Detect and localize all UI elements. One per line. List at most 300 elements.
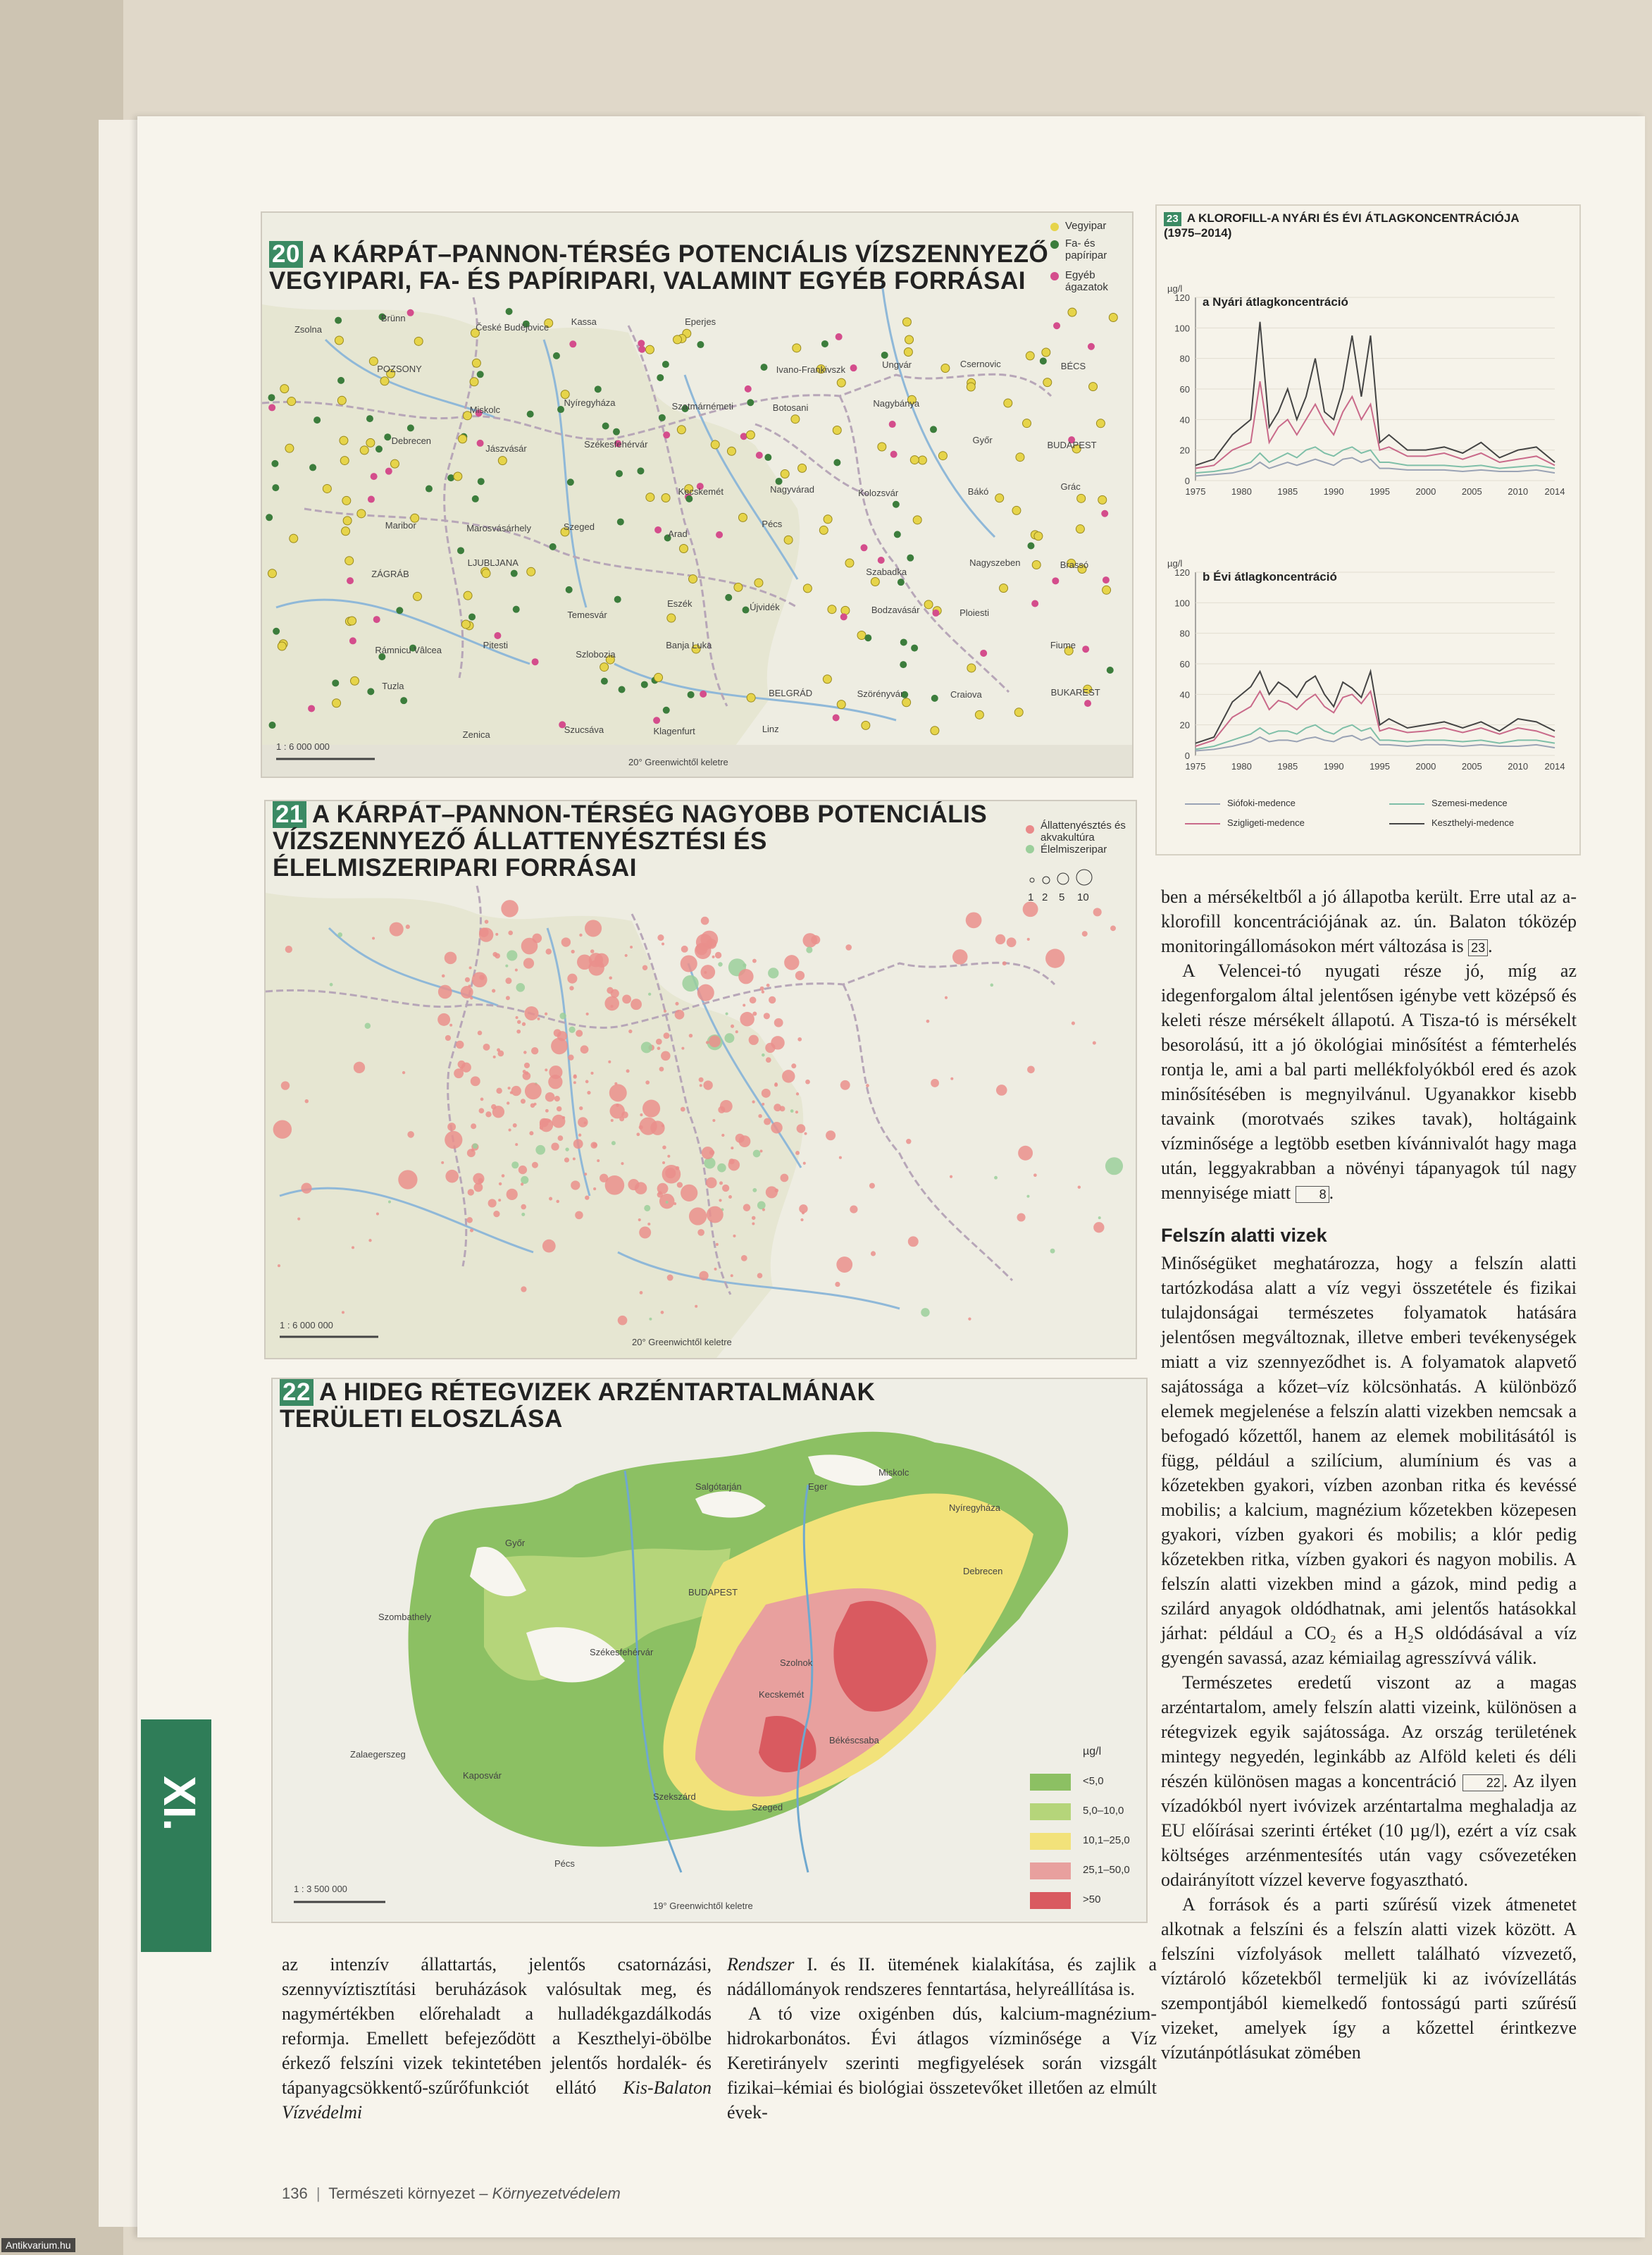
fig23-ytick: 120 [1174,292,1190,303]
fig21-source-marker [438,985,452,999]
fig21-source-marker [640,1291,643,1295]
fig21-source-marker [636,1132,640,1136]
fig21-source-marker [625,954,628,957]
fig21-source-marker [722,1185,729,1192]
fig21-source-marker [372,937,375,939]
fig20-source-marker [472,495,479,502]
fig20-source-marker [498,457,507,465]
fig21-source-marker [568,1055,573,1061]
fig20-source-marker [860,544,867,551]
fig20-source-marker [343,517,352,525]
fig20-title-line1: A KÁRPÁT–PANNON-TÉRSÉG POTENCIÁLIS VÍZSZENNYEZŐ [308,240,1049,268]
fig20-source-marker [1068,308,1076,316]
right-p2-text: A Velencei-tó nyugati része jó, míg az idegenforgalom által jelentősen igénybe vett középső és keleti része mérsékelt állapotú. A Tisza-tó is mérsékelt besorolású, itt a jó ökológiai minősítést a fémterhelés rontja le, ami a bal parti mellékfolyókból ered és azok minősítésében is megnyilvánul. Ugyanakkor kisebb tavaink (morotvaés szikes tavak), holtágaink vízminősége a legtöbb esetben kívánnivalót hagy maga után, leggyakrabban a növényi tápanyagok túl nagy mennyisége miatt [1161,960,1577,1203]
fig21-source-marker [545,1013,547,1015]
fig20-source-marker [482,569,490,578]
fig20-source-marker [342,496,351,505]
fig21-source-marker [743,1204,751,1211]
fig21-source-marker [638,1218,641,1221]
fig22-legend-swatch [1030,1774,1071,1791]
fig20-place-label: BÉCS [1060,360,1086,371]
fig23-ytick: 60 [1179,384,1190,395]
fig20-source-marker [673,335,682,344]
fig21-source-marker [662,942,664,945]
fig20-place-label: Pitesti [483,639,509,650]
fig22-legend-swatch [1030,1892,1071,1909]
fig21-source-marker [610,1005,613,1008]
fig22-title [280,1379,875,1433]
fig20-source-marker [1026,352,1034,360]
fig21-source-marker [950,1175,952,1178]
fig20-source-marker [738,513,747,521]
fig23-legend-line [1389,803,1424,805]
fig21-title-line1: A KÁRPÁT–PANNON-TÉRSÉG NAGYOBB POTENCIÁLIS [311,801,988,828]
fig20-source-marker [747,693,755,702]
fig21-source-marker [445,1035,451,1041]
fig20-source-marker [1027,543,1034,550]
fig21-source-marker [762,1054,765,1057]
fig23-panel-title: a Nyári átlagkoncentráció [1203,295,1348,309]
fig21-source-marker [573,1157,576,1160]
fig22-place-label: Kecskemét [759,1689,805,1700]
fig21-source-marker [665,1168,676,1178]
fig21-size-5: 5 [1059,891,1065,903]
fig23-xtick: 2010 [1508,486,1529,497]
fig21-source-marker [760,987,764,991]
fig21-source-marker [752,959,757,963]
fig20-place-label: Brünn [380,313,406,324]
fig21-source-marker [835,1282,840,1287]
fig21-source-marker [545,1092,555,1102]
map-fig21 [264,800,1137,1359]
fig21-source-marker [769,996,776,1003]
fig23-xtick: 1975 [1185,486,1206,497]
fig20-place-label: Nagybánya [873,398,920,409]
fig20-source-marker [637,467,644,474]
fig22-legend-swatch [1030,1833,1071,1850]
fig20-source-marker [833,459,840,466]
fig21-source-marker [1045,949,1064,968]
fig20-source-marker [654,673,663,681]
fig20-source-marker [400,697,407,704]
fig21-source-marker [509,1129,511,1132]
fig21-source-marker [675,1010,685,1020]
fig22-place-label: Győr [505,1538,526,1548]
fig21-source-marker [479,927,489,937]
fig23-xtick: 1995 [1370,486,1390,497]
fig21-source-marker [493,1056,496,1058]
fig21-title-line3: ÉLELMISZERIPARI FORRÁSAI [273,854,637,882]
fig21-source-marker [465,977,470,982]
fig23-panel [1155,204,1581,855]
fig23-series-line [1195,458,1555,476]
fig21-source-marker [681,1047,684,1050]
fig21-source-marker [764,1013,770,1019]
fig20-source-marker [335,317,342,324]
fig20-source-marker [309,464,316,471]
fig21-source-marker [641,1042,652,1053]
fig21-source-marker [523,1072,531,1080]
fig20-source-marker [667,614,676,622]
fig20-legend-marker [1050,272,1059,280]
fig21-source-marker [499,1182,502,1185]
fig20-place-label: BELGRÁD [769,688,813,699]
fig20-source-marker [975,710,983,719]
fig21-source-marker [529,1131,533,1135]
fig20-source-marker [662,361,669,368]
fig20-source-marker [375,445,383,452]
fig22-place-label: Szeged [752,1802,783,1812]
fig20-source-marker [478,478,485,485]
fig21-source-marker [664,1032,670,1039]
fig21-source-marker [551,1038,568,1055]
fig21-source-marker [1078,1186,1081,1189]
fig21-source-marker [365,1023,371,1030]
fig21-source-marker [707,1206,723,1223]
fig21-source-marker [621,1162,623,1165]
fig21-source-marker [388,1200,391,1203]
right-paragraph-3: Minőségüket meghatározza, hogy a felszín alatti tartózkodása alatt a víz vegyi összetétele és fizikai tulajdonságai természetes folyamatok hatására jelentősen megváltoznak, illetve emberi tevékenységek miatt a viz szennyeződhet is. A folyamatok alapvető sajátossága a kőzet–víz kölcsönhatás. A különböző elemek megjelenése a felszín alatti vizekben nemcsak a befogadó kőzettől, hanem az elemek mobilitásától is függ, például a szilícium, alumínium és vas a kőzetekben gyakori, vízben azonban ritka és kevéssé mobilis; a kalcium, magnézium kőzetekben közepesen gyakori, vízben gyakori és mobilis; a klór pedig kőzetekben ritka, vízben gyakori és nagyon mobilis. A felszín alatti vizekben mind a gázok, mind pedig a szilárd anyagok oldódhatnak, ami jelentős hatásokkal járhat: például a CO₂ és a H₂S oldódásával a víz gyengén savassá, azaz kémiailag agresszívvá válik. [1161,1253,1577,1668]
fig21-source-marker [774,1018,783,1027]
fig21-source-marker [762,1089,771,1098]
fig20-source-marker [266,514,273,521]
fig21-source-marker [759,1149,762,1152]
fig21-source-marker [605,1175,625,1195]
fig22-place-label: Miskolc [878,1467,909,1478]
fig20-source-marker [1040,357,1047,364]
fig21-source-marker [521,1182,523,1185]
fig21-source-marker [492,989,495,992]
fig21-source-marker [712,1119,715,1122]
fig22-place-label: Nyíregyháza [949,1502,1000,1513]
fig20-source-marker [1103,576,1110,583]
fig23-xtick: 1980 [1231,486,1252,497]
fig20-source-marker [273,628,280,635]
fig20-source-marker [653,717,660,724]
fig20-place-label: Ungvár [882,359,912,371]
fig21-source-marker [524,1063,530,1068]
fig20-source-marker [700,691,707,698]
fig20-source-marker [459,435,467,443]
fig20-source-marker [1076,525,1084,533]
fig20-source-marker [335,336,343,345]
fig20-source-marker [278,642,286,650]
fig20-source-marker [663,707,670,714]
fig20-source-marker [791,415,800,424]
fig20-source-marker [413,592,421,600]
fig21-source-marker [945,996,948,999]
fig20-source-marker [532,658,539,665]
middle-paragraph-1 [727,1952,1157,2001]
fig20-source-marker [345,557,354,565]
fig20-source-marker [1098,495,1107,504]
fig20-place-label: Szabadka [866,567,907,578]
fig20-source-marker [342,527,350,536]
fig20-source-marker [697,341,704,348]
fig21-source-marker [782,1070,795,1082]
fig21-source-marker [836,1256,852,1273]
fig21-source-marker [749,1035,759,1045]
fig21-source-marker [577,954,592,970]
fig21-source-marker [640,1113,642,1116]
fig21-source-marker [554,1029,561,1037]
fig20-source-marker [367,688,374,695]
fig21-source-marker [575,1211,583,1220]
fig21-source-marker [406,925,410,929]
fig21-source-marker [704,1157,715,1168]
fig21-source-marker [802,933,817,948]
fig21-source-marker [473,1173,484,1185]
fig23-ytick: 80 [1179,353,1190,364]
fig20-source-marker [1096,419,1105,428]
fig20-source-marker [659,414,666,421]
fig20-legend-chem: Vegyipar [1065,220,1107,232]
fig21-source-marker [784,955,799,970]
fig20-source-marker [1089,383,1098,391]
fig20-source-marker [426,486,433,493]
fig21-source-marker [525,1082,542,1099]
fig20-source-marker [1107,667,1114,674]
fig20-place-label: Ploiesti [959,607,990,618]
fig21-source-marker [278,1264,280,1267]
fig21-source-marker [762,990,764,993]
fig20-source-marker [878,557,885,564]
fig20-source-marker [347,577,354,584]
left-column-text: az intenzív állattartás, jelentős csatornázási, szennyvíztisztítási beruházások valósultak meg, és nagymértékben előrehaladt a hulladékgazdálkodás reformja. Emellett befejeződött a Keszthelyi-öbölbe érkező felszíni vizek tekintetében jelentős hordalék- és tápanyagcsökkentő-szűrőfunkciót ellátó [282,1954,712,2098]
fig23-panel-title: b Évi átlagkoncentráció [1203,570,1337,583]
fig20-source-marker [385,468,392,475]
fig21-source-marker [1050,1249,1055,1254]
fig20-source-marker [601,678,608,685]
section-heading: Felszín alatti vizek [1161,1225,1327,1246]
fig21-source-marker [1093,1041,1096,1044]
fig20-source-marker [616,470,623,477]
fig21-source-marker [714,1268,717,1271]
fig21-source-marker [442,975,445,978]
fig21-source-marker [521,1204,526,1210]
fig20-source-marker [348,617,356,625]
fig20-source-marker [549,543,557,550]
fig21-source-marker [488,1199,497,1207]
fig21-number: 21 [273,801,306,828]
fig20-source-marker [1042,348,1050,357]
fig20-source-marker [662,493,670,502]
fig20-source-marker [913,516,921,524]
right-column [1161,884,1577,2065]
fig20-source-marker [641,681,648,688]
fig21-source-marker [573,1081,576,1084]
fig21-source-marker [906,1139,911,1144]
fig21-source-marker [1098,1216,1101,1219]
fig20-legend-marker [1050,240,1059,249]
middle-italic: Rendszer [727,1954,795,1975]
fig20-source-marker [1023,419,1031,428]
fig21-source-marker [402,1071,405,1074]
fig23-chart-svg [1157,206,1579,854]
middle-column [727,1952,1157,2125]
ref-fig22[interactable]: 22 [1462,1774,1503,1791]
fig21-source-marker [521,1099,526,1104]
fig21-source-marker [376,1213,379,1216]
fig21-size-2: 2 [1042,891,1048,903]
fig21-source-marker [531,1047,538,1054]
fig20-source-marker [337,377,344,384]
fig21-source-marker [642,1099,660,1117]
fig21-source-marker [743,1004,745,1007]
fig21-source-marker [607,987,614,994]
ref-fig8[interactable]: 8 [1296,1186,1329,1203]
fig21-source-marker [483,1044,490,1051]
fig21-source-marker [648,993,651,996]
fig20-source-marker [557,406,564,413]
right-p4-text: Természetes eredetű viszont az a magas arzéntartalom, amely felszín alatti vizeink, különösen a rétegvizek egyik sajátossága. Az ország területének mintegy negyedén, leginkább az Alföld keleti és déli részén különösen magas a koncentráció [1161,1672,1577,1791]
fig21-source-marker [578,1117,588,1128]
fig21-source-marker [567,974,577,984]
fig20-source-marker [905,335,914,344]
fig21-source-marker [774,1104,781,1111]
fig21-source-marker [661,1051,671,1061]
fig20-source-marker [468,613,476,620]
fig20-place-label: Pécs [762,518,783,529]
fig23-ytick: 120 [1174,567,1190,578]
fig21-source-marker [1105,1157,1123,1175]
fig21-source-marker [604,996,619,1011]
fig22-scale: 1 : 3 500 000 [294,1884,347,1894]
fig20-source-marker [819,526,828,534]
fig20-source-marker [743,607,750,614]
fig20-place-label: BUKAREST [1050,687,1100,698]
fig21-source-marker [573,1075,576,1078]
fig21-source-marker [1093,1222,1104,1232]
fig21-source-marker [460,1067,463,1070]
fig21-source-marker [485,920,489,924]
fig21-source-marker [717,1163,726,1173]
fig21-source-marker [771,1122,782,1133]
fig20-place-label: Eszék [667,598,693,609]
fig20-source-marker [1004,399,1012,407]
fig21-source-marker [845,944,852,951]
fig20-meridian: 20° Greenwichtől keletre [628,757,728,767]
fig20-source-marker [527,567,535,576]
fig20-source-marker [689,575,697,583]
fig20-source-marker [506,308,513,315]
fig21-source-marker [706,1041,709,1044]
fig20-source-marker [1077,494,1086,502]
fig22-meridian: 19° Greenwichtől keletre [653,1901,753,1911]
fig21-source-marker [718,1106,725,1113]
fig20-source-marker [290,534,298,543]
map-fig22-graphic [273,1379,1146,1922]
fig21-source-marker [966,912,982,928]
fig21-source-marker [805,1132,807,1135]
fig20-source-marker [390,459,399,468]
fig21-source-marker [571,950,575,953]
fig21-source-marker [921,1308,929,1316]
fig21-source-marker [738,969,753,984]
fig21-source-marker [731,1025,734,1028]
fig20-source-marker [280,385,289,393]
ref-fig23[interactable]: 23 [1468,939,1488,956]
fig20-source-marker [930,426,937,433]
fig21-source-marker [535,1145,545,1155]
fig20-source-marker [1082,645,1089,653]
fig21-source-marker [502,1174,505,1178]
fig23-legend-line [1185,803,1220,805]
fig21-source-marker [461,986,473,999]
fig20-source-marker [793,344,801,352]
fig21-source-marker [330,983,333,987]
fig21-meridian: 20° Greenwichtől keletre [632,1337,732,1347]
fig21-source-marker [657,1046,661,1050]
fig21-title [273,801,987,882]
fig21-source-marker [1007,937,1017,947]
fig20-source-marker [677,426,685,434]
fig23-legend-label: Keszthelyi-medence [1431,817,1515,828]
fig21-source-marker [908,1236,919,1247]
fig20-source-marker [511,570,518,577]
fig21-source-marker [552,1115,565,1128]
fig21-source-marker [696,934,713,951]
fig21-source-marker [579,1106,583,1110]
fig23-number: 23 [1164,212,1181,226]
fig23-ytick: 100 [1174,598,1190,609]
fig20-source-marker [900,638,907,645]
fig20-place-label: Bodzavásár [871,604,920,615]
fig21-source-marker [449,1024,452,1027]
fig21-source-marker [1023,901,1038,917]
fig21-source-marker [485,1111,491,1117]
fig21-source-marker [631,999,642,1010]
fig21-source-marker [752,1188,757,1192]
fig20-source-marker [902,318,911,326]
fig20-source-marker [494,632,501,639]
fig21-source-marker [472,972,487,987]
fig21-source-marker [569,986,573,990]
fig21-legend-livestock: Állattenyésztés és akvakultúra [1041,820,1126,844]
middle-p1-text: I. és II. ütemének kialakítása, és zajlik a nádállományok rendszeres fenntartása, helyreállítása is. [727,1954,1157,1999]
fig21-legend-food: Élelmiszeripar [1041,844,1107,855]
fig21-source-marker [757,1273,763,1278]
fig21-source-marker [354,1062,365,1073]
fig20-source-marker [924,600,933,609]
fig21-source-marker [731,1147,733,1149]
fig20-source-marker [349,637,356,644]
fig20-source-marker [272,484,279,491]
fig20-place-label: Brassó [1060,559,1089,570]
fig22-legend-label: 5,0–10,0 [1083,1805,1124,1817]
fig20-source-marker [734,583,743,591]
fig20-place-label: Csernovic [959,359,1001,370]
fig21-source-marker [795,971,805,980]
fig20-source-marker [1109,314,1117,322]
fig20-source-marker [938,452,947,460]
fig21-source-marker [803,1162,806,1165]
fig21-source-marker [407,1131,414,1138]
fig20-source-marker [918,456,926,464]
fig21-source-marker [766,1057,771,1063]
fig21-source-marker [545,1109,549,1113]
fig20-source-marker [727,447,735,455]
fig21-source-marker [337,932,342,937]
fig21-source-marker [797,1037,802,1042]
fig20-place-label: Nagyszeben [969,557,1021,568]
fig20-source-marker [569,340,576,347]
fig20-source-marker [881,352,888,359]
fig20-source-marker [614,596,621,603]
fig20-source-marker [746,431,754,439]
fig21-source-marker [515,1143,518,1146]
fig20-source-marker [850,364,857,371]
